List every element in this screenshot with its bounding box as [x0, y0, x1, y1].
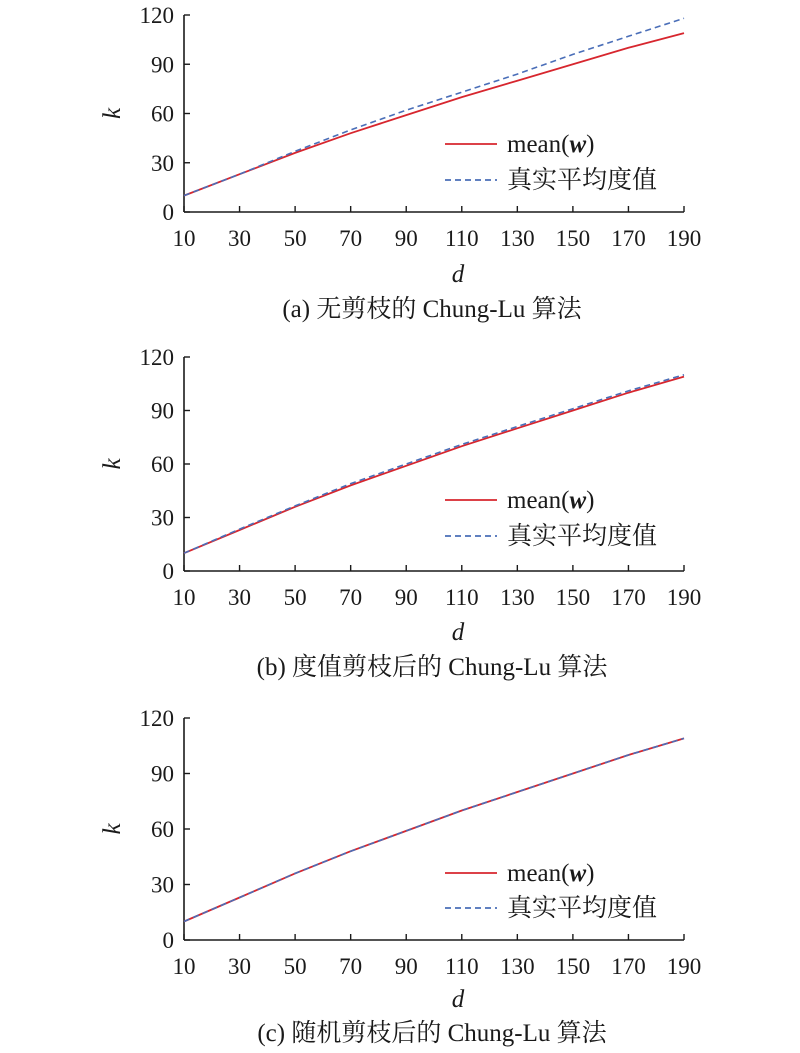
x-tick-label: 190 [666, 954, 702, 979]
legend-label-true-average: 真实平均度值 [507, 895, 658, 922]
y-tick-label: 120 [139, 706, 174, 731]
legend-label-mean-w [507, 860, 594, 887]
x-axis-label: d [451, 986, 465, 1013]
x-tick-label: 70 [339, 954, 363, 979]
legend-label-prefix: mean( [507, 131, 570, 158]
y-tick-label: 90 [151, 761, 174, 787]
y-axis-label: k [99, 107, 126, 120]
legend-label-prefix: mean( [507, 860, 570, 887]
y-tick-label: 60 [151, 817, 174, 842]
legend-label-suffix: ) [586, 860, 595, 887]
legend [445, 131, 657, 194]
panel-caption: (b) 度值剪枝后的 Chung-Lu 算法 [256, 654, 608, 681]
legend-label-prefix: mean( [507, 487, 570, 514]
x-tick-label: 90 [394, 226, 418, 251]
y-tick-label: 90 [151, 398, 174, 424]
legend-label-var: w [569, 487, 587, 514]
legend-label-mean-w [507, 131, 594, 158]
x-tick-label: 90 [394, 954, 418, 979]
x-axis-label: d [451, 261, 465, 288]
legend-label-true-average: 真实平均度值 [507, 167, 658, 194]
y-tick-label: 30 [151, 505, 174, 531]
x-tick-label: 10 [172, 226, 196, 251]
x-tick-label: 50 [283, 585, 307, 610]
x-tick-label: 130 [500, 954, 535, 979]
y-tick-label: 60 [151, 452, 174, 477]
x-tick-label: 30 [228, 585, 252, 610]
y-tick-label: 60 [151, 101, 174, 127]
x-tick-label: 130 [500, 585, 535, 610]
x-tick-label: 130 [500, 226, 535, 251]
x-tick-label: 70 [339, 226, 363, 251]
y-axis-label: k [99, 823, 126, 835]
legend-label-true-average: 真实平均度值 [507, 523, 658, 550]
chart-panel-3 [99, 706, 701, 1047]
legend [445, 487, 657, 550]
x-tick-label: 170 [611, 954, 646, 979]
x-tick-label: 170 [611, 585, 646, 610]
x-tick-label: 190 [666, 585, 702, 610]
legend-label-mean-w [507, 487, 594, 514]
x-tick-label: 110 [444, 226, 479, 251]
x-tick-label: 110 [444, 585, 479, 610]
x-tick-label: 150 [555, 226, 591, 251]
y-tick-label: 0 [162, 200, 174, 225]
x-axis-label: d [451, 619, 465, 646]
x-tick-label: 10 [172, 585, 196, 610]
x-tick-label: 150 [555, 585, 591, 610]
x-tick-label: 30 [228, 226, 252, 251]
x-tick-label: 50 [283, 954, 307, 979]
x-tick-label: 150 [555, 954, 591, 979]
y-tick-label: 0 [162, 928, 174, 953]
y-tick-label: 30 [151, 150, 174, 176]
y-tick-label: 120 [139, 3, 174, 28]
y-tick-label: 30 [151, 872, 174, 898]
legend-label-var: w [569, 131, 587, 158]
chart-panel-1 [99, 3, 701, 323]
x-tick-label: 10 [172, 954, 196, 979]
x-tick-label: 110 [444, 954, 479, 979]
legend [445, 860, 657, 922]
chart-panel-2 [99, 345, 701, 681]
panel-caption: (c) 随机剪枝后的 Chung-Lu 算法 [257, 1020, 607, 1047]
x-tick-label: 190 [666, 226, 702, 251]
y-tick-label: 120 [139, 345, 174, 370]
x-tick-label: 30 [228, 954, 252, 979]
x-tick-label: 50 [283, 226, 307, 251]
y-tick-label: 90 [151, 52, 174, 78]
panel-caption: (a) 无剪枝的 Chung-Lu 算法 [282, 296, 582, 323]
x-tick-label: 170 [611, 226, 646, 251]
x-tick-label: 70 [339, 585, 363, 610]
x-tick-label: 90 [394, 585, 418, 610]
y-axis-label: k [99, 458, 126, 470]
y-tick-label: 0 [162, 559, 174, 584]
legend-label-suffix: ) [586, 131, 595, 158]
legend-label-var: w [569, 860, 587, 887]
legend-label-suffix: ) [586, 487, 595, 514]
